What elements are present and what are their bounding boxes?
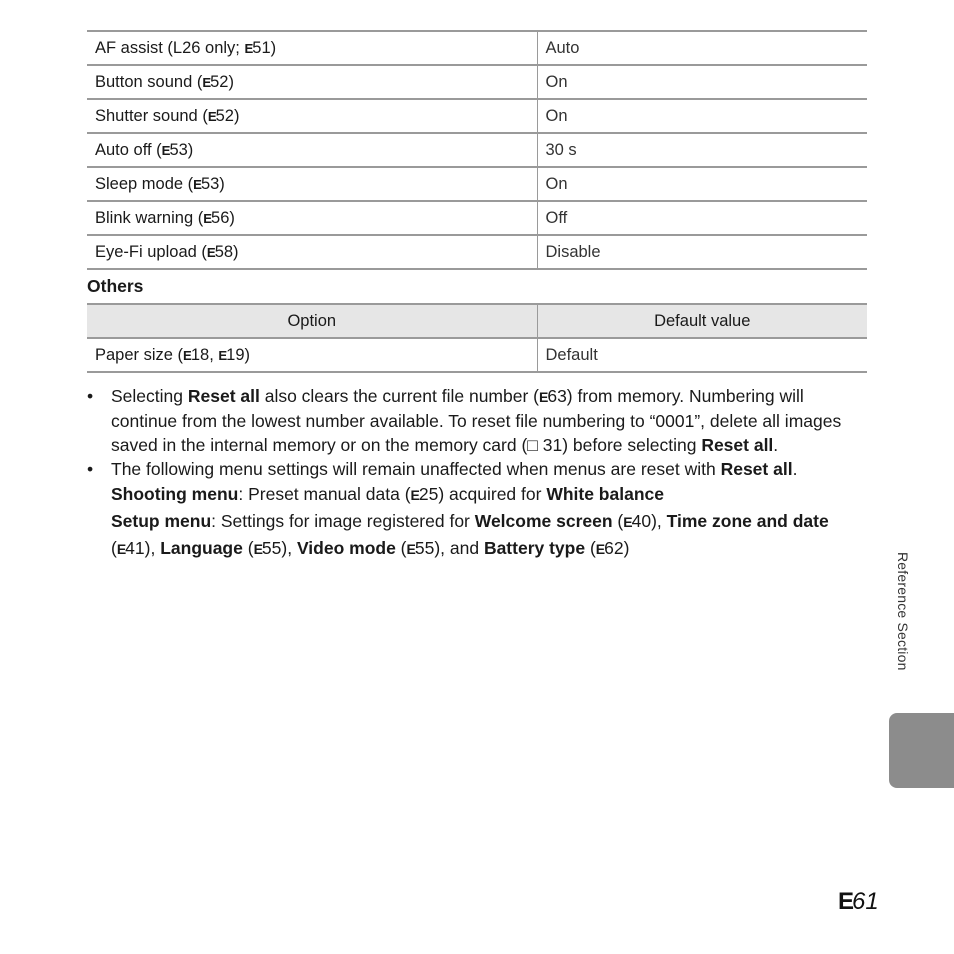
- section-thumb-tab: [889, 713, 954, 788]
- value-cell: On: [537, 99, 867, 133]
- value-cell: Disable: [537, 235, 867, 269]
- reference-icon: E: [206, 244, 215, 260]
- value-cell: On: [537, 167, 867, 201]
- value-cell: On: [537, 65, 867, 99]
- reference-icon: E: [207, 108, 216, 124]
- reference-icon: E: [244, 40, 253, 56]
- value-cell: Default: [537, 338, 867, 372]
- option-cell: Button sound (E52): [87, 65, 537, 99]
- others-heading: Others: [87, 276, 144, 296]
- column-header-default: Default value: [537, 304, 867, 338]
- option-cell: AF assist (L26 only; E51): [87, 31, 537, 65]
- settings-defaults-table: [87, 30, 867, 270]
- reference-icon: E: [116, 541, 126, 557]
- section-side-label: Reference Section: [895, 552, 911, 671]
- bullet-icon: •: [87, 386, 94, 406]
- table-row: [87, 99, 867, 133]
- others-defaults-table: [87, 303, 867, 373]
- reference-icon: E: [202, 74, 211, 90]
- value-cell: Off: [537, 201, 867, 235]
- value-cell: Auto: [537, 31, 867, 65]
- page-number: E61: [838, 888, 879, 915]
- option-cell: Eye-Fi upload (E58): [87, 235, 537, 269]
- table-row: [87, 133, 867, 167]
- reference-icon: E: [218, 347, 227, 363]
- reference-icon: E: [253, 541, 262, 557]
- value-cell: 30 s: [537, 133, 867, 167]
- note-item: • Selecting Reset all also clears the current file number (E63) from memory. Numbering will continue from the lowest number available. To reset file numbering to “0001”, delete all images saved in the internal memory or on the memory card (□ 31) before selecting Reset all.: [87, 386, 842, 455]
- reference-icon: E: [203, 210, 212, 226]
- table-row: [87, 167, 867, 201]
- option-cell: Paper size (E18, E19): [87, 338, 537, 372]
- option-cell: Auto off (E53): [87, 133, 537, 167]
- table-row: [87, 235, 867, 269]
- shooting-menu-note: Shooting menu: Preset manual data (E25) acquired for White balance: [111, 484, 664, 504]
- others-header-row: [87, 304, 867, 338]
- option-cell: Blink warning (E56): [87, 201, 537, 235]
- table-row: [87, 65, 867, 99]
- reference-icon: E: [410, 487, 419, 503]
- book-icon: □: [527, 435, 538, 455]
- reference-icon: E: [623, 514, 632, 530]
- table-row: [87, 201, 867, 235]
- notes-list: [87, 384, 867, 562]
- option-cell: Shutter sound (E52): [87, 99, 537, 133]
- reference-icon: E: [838, 888, 853, 915]
- reference-icon: E: [193, 176, 201, 192]
- reference-icon: E: [161, 142, 170, 158]
- reference-icon: E: [539, 389, 548, 405]
- settings-table-body: [87, 31, 867, 269]
- table-row: [87, 31, 867, 65]
- option-cell: Sleep mode (E53): [87, 167, 537, 201]
- note-item: • The following menu settings will remain unaffected when menus are reset with Reset all. Shooting menu: Preset manual data (E25) acquired for White balance Setup menu: Settings for image registered for Welcome screen (E40), Time zone and date (E41), Language (E55), Video mode (E55), and Battery type (E62): [87, 457, 867, 562]
- setup-menu-note: Setup menu: Settings for image registered for Welcome screen (E40), Time zone and date (E41), Language (E55), Video mode (E55), and Battery type (E62): [111, 511, 829, 558]
- bullet-icon: •: [87, 459, 94, 479]
- table-row: [87, 338, 867, 372]
- reference-icon: E: [183, 347, 191, 363]
- reference-icon: E: [406, 541, 415, 557]
- column-header-option: Option: [87, 304, 537, 338]
- reference-icon: E: [595, 541, 605, 557]
